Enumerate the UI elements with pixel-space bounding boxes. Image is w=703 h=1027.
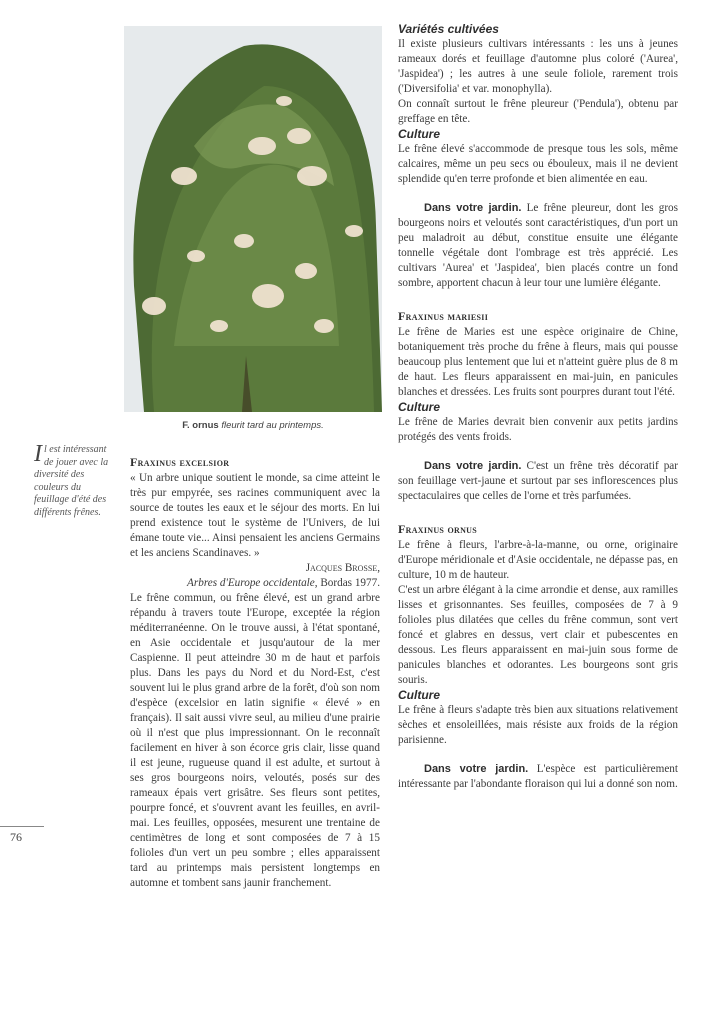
excelsior-body: Le frêne commun, ou frêne élevé, est un grand arbre répandu à travers toute l'Europe, exceptée la région méditerranéenne. On le trouve aussi, à l'état spontané, en Asie occidentale et jusqu'autour de la mer Caspienne. Il peut atteindre 30 m de haut et parfois plus. Dans les pays du Nord et du Nord-Est, c'est souvent lui le plus grand arbre de la forêt, d'où son nom d'espèce (excelsior en latin signifie « élevé » en français). Il sait aussi vivre seul, au milieu d'une prairie où il n'est que plus impressionnant. On le reconnaît facilement en hiver à son écorce gris clair, lisse quand il est jeune, rugueuse quand il est adulte, et surtout à ses gros bourgeons noirs, veloutés, posés sur des rameaux épais vert grisâtre. Ses fleurs sont petites, pourpre foncé, et s'ouvrent avant les feuilles, en avril-mai. Les feuilles, opposées, mesurent une trentaine de centimètres de long et sont composées de 7 à 15 folioles d'un vert un peu sombre ; elles apparaissent tard au printemps mais persistent longtemps en automne et tombent sans jaunir franchement. — [130, 592, 380, 889]
jardin-text-excelsior: Le frêne pleureur, dont les gros bourgeons noirs et veloutés sont caractéristiques, d'un port un peu maladroit au début, constitue ensuite une élégante tonnelle végétale dont l'ombrage est très apprécié. Les cultivars 'Aurea' et 'Jaspidea', bien placés contre un fond sombre, apportent chacun à leur tour une lumière élégante. — [398, 202, 678, 289]
culture-text-ornus: Le frêne à fleurs s'adapte très bien aux situations relativement sèches et ensoleillées, mais résiste aux froids de la région parisienne. — [398, 704, 678, 746]
culture-heading-excelsior: Culture — [398, 127, 440, 141]
quote-source — [130, 576, 380, 591]
jardin-text-ornus: L'espèce est particulièrement intéressante par l'abondante floraison qui lui a donné son nom. — [398, 763, 678, 790]
jardin-label-ornus: Dans votre jardin. — [424, 763, 529, 775]
page-number: 76 — [10, 830, 22, 844]
jardin-label-mariesii: Dans votre jardin. — [424, 460, 522, 472]
section-title-ornus: Fraxinus ornus — [398, 522, 477, 536]
margin-note-text: l est intéressant de jouer avec la diversité des couleurs du feuillage d'été des différents frênes. — [34, 444, 109, 518]
section-title-mariesii: Fraxinus mariesii — [398, 309, 489, 323]
culture-heading-mariesii: Culture — [398, 400, 440, 414]
quote-author: Jacques Brosse, — [305, 562, 380, 574]
culture-text-mariesii: Le frêne de Maries devrait bien convenir aux petits jardins protégés des vents froids. — [398, 416, 678, 443]
culture-text-excelsior: Le frêne élevé s'accommode de presque tous les sols, même calcaires, même un peu secs ou ébouleux, mais il ne devient splendide qu'en terre profonde et bien alimentée en eau. — [398, 143, 678, 185]
photo-caption — [124, 420, 382, 431]
ornus-text-1: Le frêne à fleurs, l'arbre-à-la-manne, ou orne, originaire d'Europe méridionale et d'Asie occidentale, ne dépasse pas, en culture, 10 m de hauteur. — [398, 539, 678, 581]
jardin-paragraph-mariesii — [398, 459, 678, 504]
jardin-label-excelsior: Dans votre jardin. — [424, 202, 522, 214]
quote-book-title: Arbres d'Europe occidentale — [187, 577, 315, 589]
caption-species: F. ornus — [182, 420, 219, 431]
varietes-text-2: On connaît surtout le frêne pleureur ('Pendula'), obtenu par greffage en tête. — [398, 98, 678, 125]
excelsior-quote: « Un arbre unique soutient le monde, sa cime atteint le très pur empyrée, ses racines communiquent avec la source de toutes les eaux et le séjour des morts. En lui prend existence tout le système de l'Univers, de lui émane toute vie... Ainsi pensaient les anciens Germains et les anciens Scandinaves. » — [130, 472, 380, 559]
mariesii-text: Le frêne de Maries est une espèce originaire de Chine, botaniquement très proche du frêne à fleurs, mais qui pousse beaucoup plus lentement que lui et n'atteint guère plus de 8 m de haut. Les fleurs apparaissent en mai-juin, en panicules blanches et dressées. Les fruits sont pourpres durant tout l'été. — [398, 326, 678, 398]
ornus-text-2: C'est un arbre élégant à la cime arrondie et dense, aux ramilles lisses et grisonnantes. Ses feuilles, composées de 7 à 9 folioles plus dilatées que celles du frêne commun, sont vert foncé et glabres en dessus, vert clair et pubescentes en dessous. Les fleurs apparaissent en mai-juin sous forme de panicules blanches et odorantes. Les bourgeons sont gris souris. — [398, 584, 678, 686]
culture-heading-ornus: Culture — [398, 688, 440, 702]
caption-text: fleurit tard au printemps. — [221, 420, 324, 431]
tree-photo — [124, 26, 382, 412]
jardin-paragraph-ornus — [398, 762, 678, 792]
page-number-rule — [0, 826, 44, 827]
quote-book-rest: , Bordas 1977. — [314, 577, 380, 589]
right-column — [398, 22, 678, 792]
varietes-text: Il existe plusieurs cultivars intéressants : les uns à jeunes rameaux dorés et feuillage d'automne plus coloré ('Aurea', 'Jaspidea') ; les autres à une seule foliole, rarement trois ('Diversifolia' et var. monophylla). — [398, 38, 678, 95]
section-title-excelsior: Fraxinus excelsior — [130, 455, 230, 469]
margin-note-initial: I — [34, 441, 42, 467]
jardin-text-mariesii: C'est un frêne très décoratif par son feuillage vert-jaune et surtout par ses inflorescences plus spectaculaires que celles de l'orne et très parfumées. — [398, 460, 679, 502]
jardin-paragraph-excelsior — [398, 201, 678, 291]
left-column — [130, 455, 380, 891]
varietes-heading: Variétés cultivées — [398, 22, 499, 36]
margin-note — [34, 441, 118, 519]
